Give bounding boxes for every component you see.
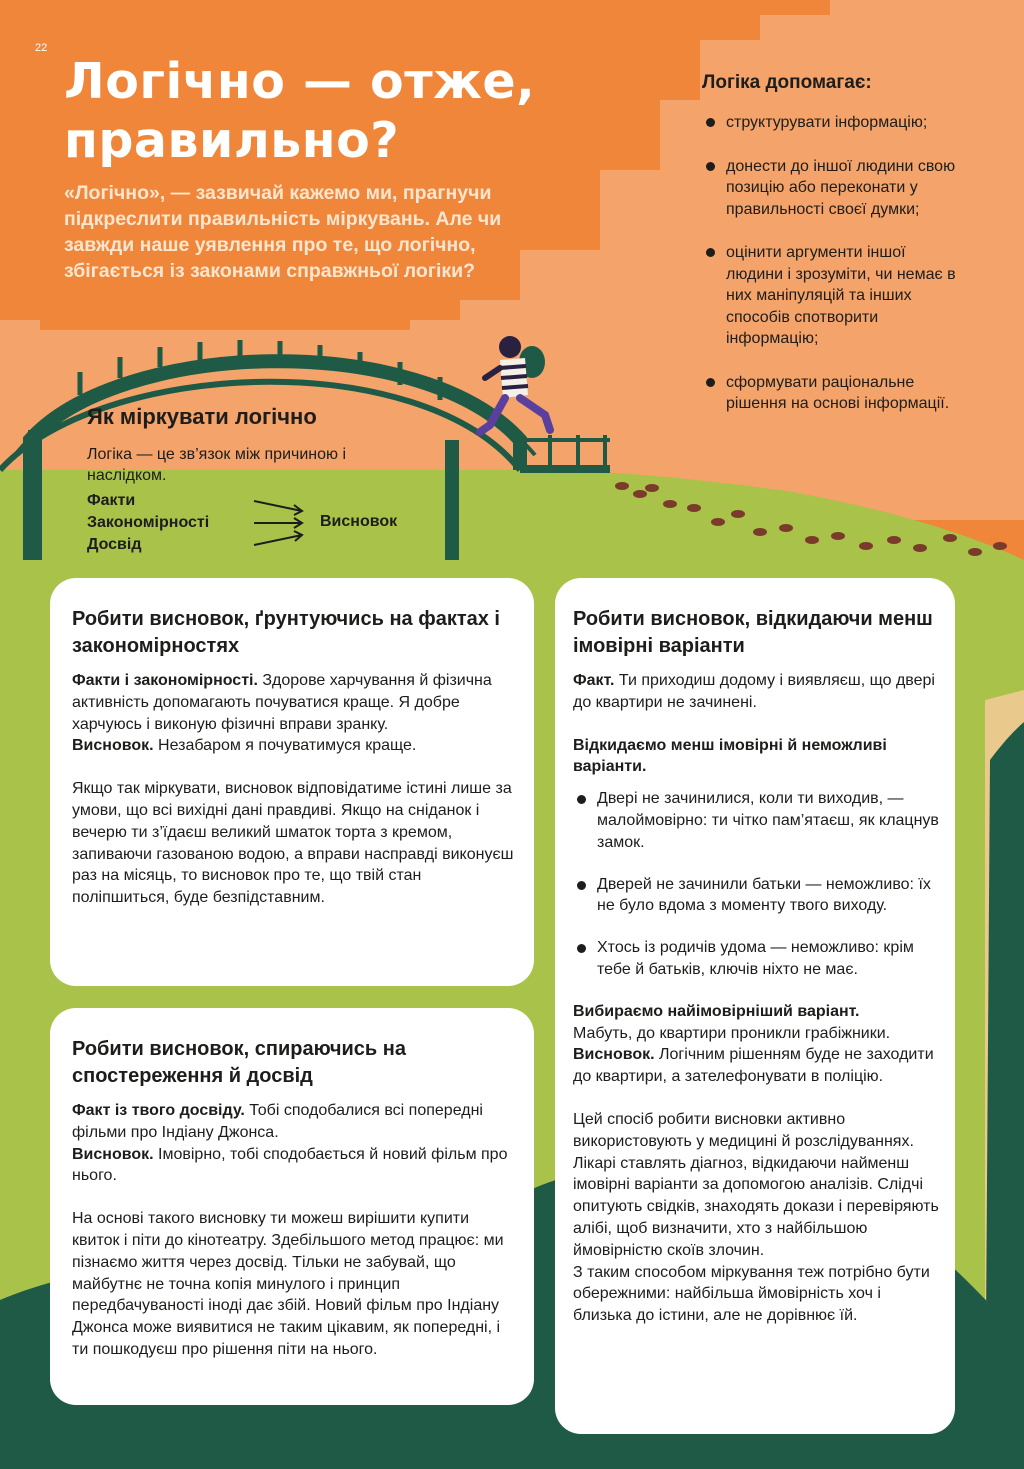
logic-helps-list: [702, 112, 964, 415]
card-elimination: [555, 578, 955, 1434]
card-note: Якщо так міркувати, висновок відповідатиме істині лише за умови, що всі вихідні дані правдиві. Якщо на сніданок і вечерю ти з’їдаєш великий шматок торта з кремом, запиваючи газованою водою, а вправи насправді виконуєш раз на місяць, то висновок про те, що твій стан поліпшиться, буде безпідставним.: [72, 780, 514, 907]
input-experience: Досвід: [87, 536, 142, 553]
list-item: Хтось із родичів удома — неможливо: крім тебе й батьків, ключів ніхто не має.: [573, 937, 941, 981]
discard-title: Відкидаємо менш імовірні й неможливі варіанти.: [573, 736, 887, 776]
input-facts: Факти: [87, 492, 136, 509]
list-item: донести до іншої людини свою позицію або переконати у правильності своєї думки;: [702, 156, 964, 221]
logic-helps-box: [702, 72, 964, 437]
logic-helps-title: Логіка допомагає:: [702, 72, 872, 93]
card-facts-patterns: [50, 578, 534, 986]
card-note: На основі такого висновку ти можеш вирішити купити квиток і піти до кінотеатру. Здебільшого метод працює: ми пізнаємо життя через досвід. Тільки не забувай, що майбутнє не точна копія минулого і принцип передбачуваності іноді дає збій. Новий фільм про Індіану Джонса може виявитися не таким цікавим, як попередні, і ти пошкодуєш про рішення піти на нього.: [72, 1210, 504, 1358]
card-title: Робити висновок, відкидаючи менш імовірні варіанти: [573, 608, 933, 657]
card-conclusion: Висновок. Імовірно, тобі сподобається й новий фільм про нього.: [72, 1145, 508, 1185]
list-item: Дверей не зачинили батьки — неможливо: їх не було вдома з моменту твого виходу.: [573, 874, 941, 918]
page-title: Логічно — отже, правильно?: [64, 53, 536, 169]
card-note: Цей спосіб робити висновки активно використовують у медицині й розслідуваннях. Лікарі ставлять діагноз, відкидаючи найменш імовірні варіанти за допомогою аналізів. Слідчі опитують свідків, знаходять докази і перевіряють алібі, щоб визначити, хто з найбільшою ймовірністю скоїв злочин.: [573, 1110, 939, 1259]
list-item: структурувати інформацію;: [702, 112, 964, 134]
card-note-2: З таким способом міркування теж потрібно бути обережними: найбільша ймовірність хоч і близька до істини, але не дорівнює їй.: [573, 1263, 930, 1325]
card-conclusion: Висновок. Незабаром я почуватимуся краще.: [72, 737, 417, 755]
card-fact: Факт. Ти приходиш додому і виявляєш, що двері до квартири не зачинені.: [573, 672, 935, 711]
list-item: сформувати раціональне рішення на основі інформації.: [702, 372, 964, 415]
logic-definition: Логіка — це зв’язок між причиною і наслідком.: [87, 446, 347, 484]
card-conclusion: Висновок. Логічним рішенням буде не заходити до квартири, а зателефонувати в поліцію.: [573, 1046, 934, 1086]
choose-most-likely: Вибираємо найімовірніший варіант. Мабуть, до квартири проникли грабіжники.: [573, 1002, 891, 1042]
how-to-reason-title: Як міркувати логічно: [87, 404, 317, 429]
list-item: оцінити аргументи іншої людини і зрозуміти, чи немає в них маніпуляцій та інших способів спотворити інформацію;: [702, 242, 964, 350]
card-fact: Факти і закономірності. Здорове харчування й фізична активність допомагають почуватися краще. Я добре харчуюсь і виконую фізичні вправи зранку.: [72, 672, 492, 733]
arrows-icon: [250, 497, 310, 549]
options-list: [573, 788, 941, 981]
input-patterns: Закономірності: [87, 514, 210, 531]
list-item: Двері не зачинилися, коли ти виходив, — малоймовірно: ти чітко пам’ятаєш, як клацнув замок.: [573, 788, 941, 853]
intro-text: «Логічно», — зазвичай кажемо ми, прагнучи підкреслити правильність міркувань. Але чи завжди наше уявлення про те, що логічно, збігається із законами справжньої логіки?: [64, 182, 502, 282]
card-fact: Факт із твого досвіду. Тобі сподобалися всі попередні фільми про Індіану Джонса.: [72, 1102, 483, 1141]
conclusion-label: Висновок: [320, 513, 398, 530]
page-number: 22: [35, 42, 48, 54]
card-title: Робити висновок, ґрунтуючись на фактах і закономірностях: [72, 608, 500, 657]
card-observation-experience: [50, 1008, 534, 1405]
card-title: Робити висновок, спираючись на спостереження й досвід: [72, 1038, 406, 1087]
